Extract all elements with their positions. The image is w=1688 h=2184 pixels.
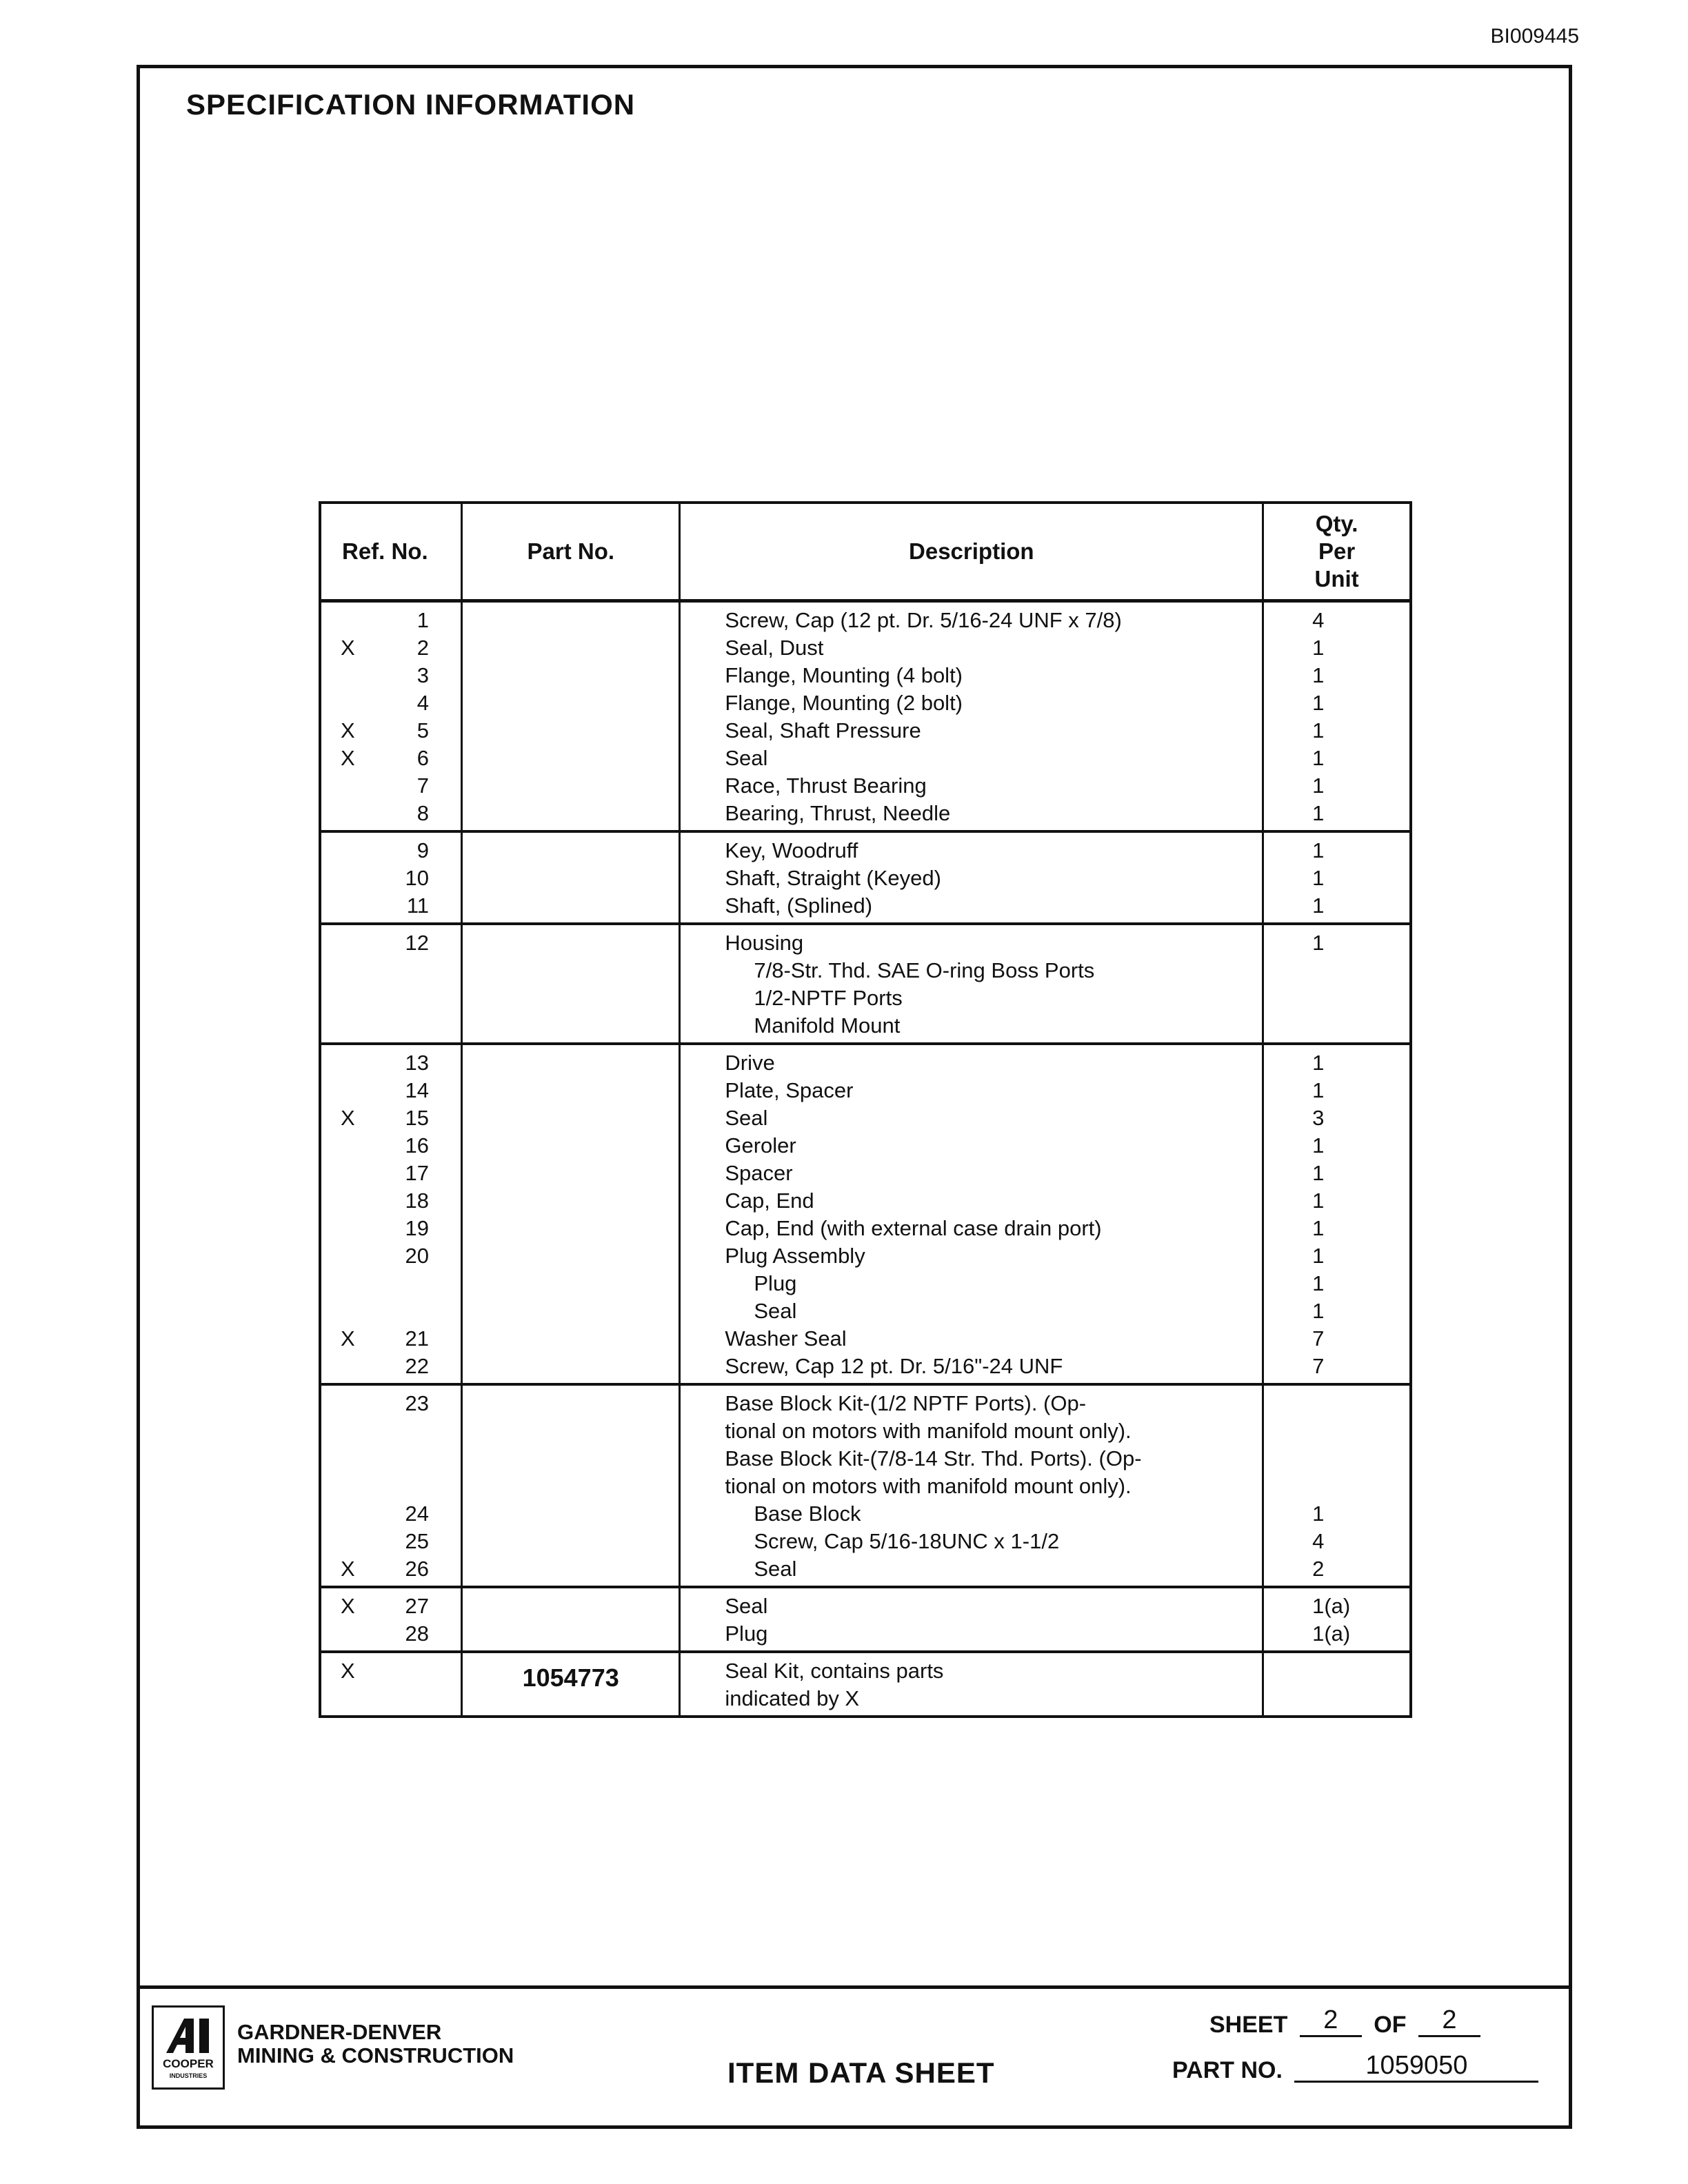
description-column <box>681 1588 1264 1650</box>
ref-number: 3 <box>416 663 429 687</box>
seal-kit-marker <box>321 1242 381 1270</box>
qty-cell: 1 <box>1312 774 1325 798</box>
seal-kit-marker: X <box>341 636 355 660</box>
seal-kit-marker <box>321 1528 381 1555</box>
description-column <box>681 1386 1264 1586</box>
ref-cell <box>321 1555 461 1583</box>
header-qty-line: Qty. <box>1315 511 1358 536</box>
logo-industries-text: INDUSTRIES <box>169 2072 208 2079</box>
qty-cell <box>1264 1473 1409 1500</box>
description-cell: Plug <box>754 1271 797 1295</box>
part-column <box>463 833 681 922</box>
description-cell: Shaft, Straight (Keyed) <box>725 866 941 890</box>
ref-cell <box>321 1187 461 1215</box>
seal-kit-marker <box>321 1187 381 1215</box>
ref-number: 25 <box>405 1529 429 1553</box>
ref-number: 22 <box>405 1354 429 1378</box>
seal-kit-marker: X <box>341 718 355 742</box>
ref-number: 17 <box>405 1161 429 1185</box>
logo-cooper-text: COOPER <box>163 2057 214 2070</box>
ref-number: 14 <box>405 1078 429 1102</box>
qty-cell <box>1264 1685 1409 1712</box>
seal-kit-marker <box>321 1270 381 1297</box>
qty-cell: 3 <box>1312 1106 1325 1130</box>
description-cell: Plug Assembly <box>725 1244 865 1268</box>
ref-cell <box>321 1325 461 1353</box>
seal-kit-marker <box>321 1077 381 1104</box>
table-row-group <box>321 1588 1409 1653</box>
ref-number: 4 <box>416 691 429 715</box>
seal-kit-marker <box>321 662 381 689</box>
ref-column <box>321 1386 463 1586</box>
ref-cell <box>321 1390 461 1417</box>
header-qty-line: Per <box>1318 538 1356 564</box>
seal-kit-marker: X <box>341 746 355 770</box>
part-number <box>1172 2051 1544 2087</box>
description-column <box>681 1653 1264 1715</box>
ref-number <box>381 1685 429 1712</box>
ref-number <box>381 1012 429 1040</box>
ref-number: 21 <box>405 1326 429 1351</box>
ref-column <box>321 925 463 1042</box>
qty-column <box>1264 603 1409 830</box>
description-column <box>681 833 1264 922</box>
seal-kit-marker <box>321 1297 381 1325</box>
description-cell: Cap, End (with external case drain port) <box>725 1216 1102 1240</box>
qty-column <box>1264 1045 1409 1383</box>
item-data-sheet-label: ITEM DATA SHEET <box>727 2056 995 2089</box>
ref-cell <box>321 1417 461 1445</box>
part-column <box>463 1588 681 1650</box>
qty-cell: 1 <box>1312 1133 1325 1157</box>
seal-kit-marker <box>321 1473 381 1500</box>
seal-kit-marker <box>321 689 381 717</box>
qty-cell: 7 <box>1312 1354 1325 1378</box>
company-line-1: GARDNER-DENVER <box>237 2020 442 2044</box>
qty-cell: 1 <box>1312 801 1325 825</box>
table-row-group <box>321 1045 1409 1386</box>
part-no-value: 1059050 <box>1294 2051 1538 2083</box>
seal-kit-marker <box>321 1500 381 1528</box>
ref-number: 11 <box>406 893 429 918</box>
footer <box>137 1985 1572 2129</box>
qty-cell: 1 <box>1312 636 1325 660</box>
qty-cell: 1 <box>1312 746 1325 770</box>
ref-column <box>321 1653 463 1715</box>
description-cell: Flange, Mounting (4 bolt) <box>725 663 963 687</box>
qty-cell: 1 <box>1312 1189 1325 1213</box>
description-cell: Screw, Cap 12 pt. Dr. 5/16"-24 UNF <box>725 1354 1063 1378</box>
ref-number: 13 <box>405 1051 429 1075</box>
description-cell: Seal <box>754 1299 797 1323</box>
description-column <box>681 603 1264 830</box>
qty-cell: 1 <box>1312 718 1325 742</box>
sheet-number <box>1209 2005 1486 2041</box>
seal-kit-marker <box>321 1049 381 1077</box>
seal-kit-marker <box>321 1417 381 1445</box>
description-cell: Bearing, Thrust, Needle <box>725 801 951 825</box>
seal-kit-marker <box>321 1685 381 1712</box>
ref-cell <box>321 1528 461 1555</box>
qty-cell <box>1264 984 1409 1012</box>
qty-cell: 1 <box>1312 838 1325 862</box>
ref-cell <box>321 1215 461 1242</box>
description-cell: Base Block Kit-(1/2 NPTF Ports). (Op- <box>725 1391 1087 1415</box>
seal-kit-marker: X <box>341 1594 355 1618</box>
ref-cell <box>321 1500 461 1528</box>
ref-number: 16 <box>405 1133 429 1157</box>
description-cell: Spacer <box>725 1161 793 1185</box>
ref-cell <box>321 607 461 634</box>
description-cell: Plate, Spacer <box>725 1078 854 1102</box>
qty-cell <box>1264 1417 1409 1445</box>
ref-cell <box>321 1473 461 1500</box>
description-cell: Screw, Cap 5/16-18UNC x 1-1/2 <box>754 1529 1060 1553</box>
description-cell: Manifold Mount <box>754 1013 901 1038</box>
seal-kit-marker <box>321 1012 381 1040</box>
qty-cell <box>1264 1445 1409 1473</box>
cooper-logo-icon <box>163 2014 214 2056</box>
qty-cell <box>1264 1012 1409 1040</box>
table-row-group <box>321 1386 1409 1588</box>
ref-cell <box>321 745 461 772</box>
description-cell: Flange, Mounting (2 bolt) <box>725 691 963 715</box>
ref-number <box>381 1445 429 1473</box>
seal-kit-marker <box>321 607 381 634</box>
qty-cell: 1 <box>1312 1216 1325 1240</box>
seal-kit-marker <box>321 1390 381 1417</box>
ref-cell <box>321 837 461 865</box>
description-cell: 7/8-Str. Thd. SAE O-ring Boss Ports <box>754 958 1095 982</box>
qty-cell: 1 <box>1312 1078 1325 1102</box>
ref-cell <box>321 865 461 892</box>
description-cell: Seal, Shaft Pressure <box>725 718 921 742</box>
ref-number: 20 <box>405 1244 429 1268</box>
ref-number <box>381 1417 429 1445</box>
table-row-group <box>321 925 1409 1045</box>
header-qty-line: Unit <box>1314 566 1359 592</box>
ref-cell <box>321 1242 461 1270</box>
description-cell: Plug <box>725 1621 768 1646</box>
ref-number: 2 <box>416 636 429 660</box>
ref-number: 19 <box>405 1216 429 1240</box>
ref-number: 18 <box>405 1189 429 1213</box>
description-cell: Base Block <box>754 1502 861 1526</box>
ref-cell <box>321 800 461 827</box>
ref-cell <box>321 1160 461 1187</box>
ref-number: 15 <box>405 1106 429 1130</box>
ref-number: 9 <box>416 838 429 862</box>
seal-kit-marker <box>321 929 381 957</box>
seal-kit-marker: X <box>341 1106 355 1130</box>
part-column <box>463 925 681 1042</box>
ref-cell <box>321 1620 461 1648</box>
ref-cell <box>321 1132 461 1160</box>
ref-column <box>321 603 463 830</box>
qty-cell: 1 <box>1312 1161 1325 1185</box>
ref-number <box>381 984 429 1012</box>
ref-number: 7 <box>416 774 429 798</box>
ref-number <box>381 1270 429 1297</box>
description-cell: Seal Kit, contains parts <box>725 1659 944 1683</box>
ref-column <box>321 1588 463 1650</box>
page-title: SPECIFICATION INFORMATION <box>186 88 636 121</box>
seal-kit-marker <box>321 1160 381 1187</box>
qty-cell: 4 <box>1312 1529 1325 1553</box>
description-cell: tional on motors with manifold mount only). <box>725 1474 1132 1498</box>
qty-cell: 1(a) <box>1312 1621 1351 1646</box>
seal-kit-marker <box>321 1353 381 1380</box>
seal-kit-marker <box>321 957 381 984</box>
ref-number: 23 <box>405 1391 429 1415</box>
table-row-group <box>321 1653 1409 1715</box>
ref-cell <box>321 892 461 920</box>
description-cell: Washer Seal <box>725 1326 847 1351</box>
header-qty <box>1264 504 1409 599</box>
seal-kit-marker <box>321 837 381 865</box>
ref-cell <box>321 1297 461 1325</box>
ref-number: 12 <box>405 931 429 955</box>
description-cell: Seal <box>725 746 768 770</box>
description-cell: Seal, Dust <box>725 636 824 660</box>
ref-number: 10 <box>405 866 429 890</box>
ref-cell <box>321 689 461 717</box>
ref-number <box>381 957 429 984</box>
of-value: 2 <box>1418 2005 1480 2037</box>
sheet-value: 2 <box>1300 2005 1362 2037</box>
header-part-no: Part No. <box>463 504 681 599</box>
ref-cell <box>321 1593 461 1620</box>
part-column <box>463 1045 681 1383</box>
description-cell: tional on motors with manifold mount only). <box>725 1419 1132 1443</box>
sheet-label: SHEET <box>1209 2012 1288 2038</box>
seal-kit-marker <box>321 1445 381 1473</box>
ref-cell <box>321 1657 461 1685</box>
ref-cell <box>321 772 461 800</box>
ref-cell <box>321 717 461 745</box>
ref-cell <box>321 634 461 662</box>
seal-kit-marker <box>321 1132 381 1160</box>
qty-column <box>1264 833 1409 922</box>
ref-cell <box>321 1270 461 1297</box>
qty-cell: 1 <box>1312 1244 1325 1268</box>
ref-number <box>381 1473 429 1500</box>
ref-cell <box>321 957 461 984</box>
ref-cell <box>321 1077 461 1104</box>
description-cell: Race, Thrust Bearing <box>725 774 927 798</box>
table-header <box>321 504 1409 603</box>
qty-column <box>1264 1588 1409 1650</box>
description-cell: Seal <box>725 1106 768 1130</box>
qty-cell: 1 <box>1312 1502 1325 1526</box>
seal-kit-marker <box>321 1215 381 1242</box>
ref-number: 5 <box>416 718 429 742</box>
ref-number: 24 <box>405 1502 429 1526</box>
description-cell: indicated by X <box>725 1686 860 1710</box>
part-column <box>463 1653 681 1715</box>
qty-cell: 1 <box>1312 1299 1325 1323</box>
part-number-cell: 1054773 <box>522 1664 619 1692</box>
ref-number: 1 <box>416 608 429 632</box>
ref-cell <box>321 1012 461 1040</box>
description-column <box>681 925 1264 1042</box>
description-cell: Shaft, (Splined) <box>725 893 873 918</box>
qty-cell: 1 <box>1312 866 1325 890</box>
company-line-2: MINING & CONSTRUCTION <box>237 2043 514 2067</box>
description-cell: Seal <box>754 1557 797 1581</box>
seal-kit-marker <box>321 1620 381 1648</box>
document-id: BI009445 <box>1490 25 1579 48</box>
description-cell: Screw, Cap (12 pt. Dr. 5/16-24 UNF x 7/8) <box>725 608 1122 632</box>
description-cell: Seal <box>725 1594 768 1618</box>
ref-number: 26 <box>405 1557 429 1581</box>
seal-kit-marker <box>321 984 381 1012</box>
header-description: Description <box>681 504 1264 599</box>
ref-number: 28 <box>405 1621 429 1646</box>
ref-number: 27 <box>405 1594 429 1618</box>
table-row-group <box>321 833 1409 925</box>
header-ref-no: Ref. No. <box>321 504 463 599</box>
seal-kit-marker <box>321 772 381 800</box>
seal-kit-marker: X <box>341 1326 355 1351</box>
qty-cell: 1 <box>1312 691 1325 715</box>
part-no-label: PART NO. <box>1172 2057 1283 2083</box>
qty-cell: 4 <box>1312 608 1325 632</box>
part-column <box>463 1386 681 1586</box>
qty-cell: 2 <box>1312 1557 1325 1581</box>
of-label: OF <box>1374 2012 1407 2038</box>
qty-cell: 1 <box>1312 663 1325 687</box>
ref-number: 6 <box>416 746 429 770</box>
seal-kit-marker <box>321 865 381 892</box>
parts-table <box>319 501 1412 1718</box>
qty-column <box>1264 1653 1409 1715</box>
qty-cell <box>1264 1657 1409 1685</box>
qty-cell: 1 <box>1312 931 1325 955</box>
ref-cell <box>321 1104 461 1132</box>
table-row-group <box>321 603 1409 833</box>
ref-number <box>381 1297 429 1325</box>
seal-kit-marker <box>321 800 381 827</box>
seal-kit-marker <box>321 892 381 920</box>
ref-number <box>381 1657 429 1685</box>
cooper-logo <box>152 2005 225 2090</box>
seal-kit-marker: X <box>341 1659 355 1683</box>
description-column <box>681 1045 1264 1383</box>
qty-column <box>1264 925 1409 1042</box>
table-body <box>321 603 1409 1715</box>
description-cell: Drive <box>725 1051 775 1075</box>
company-name <box>237 2021 514 2067</box>
qty-cell <box>1264 1390 1409 1417</box>
ref-cell <box>321 662 461 689</box>
ref-column <box>321 833 463 922</box>
ref-cell <box>321 929 461 957</box>
description-cell: Geroler <box>725 1133 796 1157</box>
ref-cell <box>321 984 461 1012</box>
ref-number: 8 <box>416 801 429 825</box>
description-cell: 1/2-NPTF Ports <box>754 986 903 1010</box>
description-cell: Base Block Kit-(7/8-14 Str. Thd. Ports). (Op- <box>725 1446 1142 1470</box>
seal-kit-marker: X <box>341 1557 355 1581</box>
qty-cell: 1 <box>1312 1051 1325 1075</box>
qty-cell: 1(a) <box>1312 1594 1351 1618</box>
description-cell: Cap, End <box>725 1189 814 1213</box>
description-cell: Housing <box>725 931 804 955</box>
ref-cell <box>321 1685 461 1712</box>
qty-cell: 7 <box>1312 1326 1325 1351</box>
qty-cell: 1 <box>1312 893 1325 918</box>
qty-column <box>1264 1386 1409 1586</box>
qty-cell <box>1264 957 1409 984</box>
qty-cell: 1 <box>1312 1271 1325 1295</box>
part-column <box>463 603 681 830</box>
description-cell: Key, Woodruff <box>725 838 858 862</box>
ref-column <box>321 1045 463 1383</box>
ref-cell <box>321 1049 461 1077</box>
ref-cell <box>321 1445 461 1473</box>
ref-cell <box>321 1353 461 1380</box>
